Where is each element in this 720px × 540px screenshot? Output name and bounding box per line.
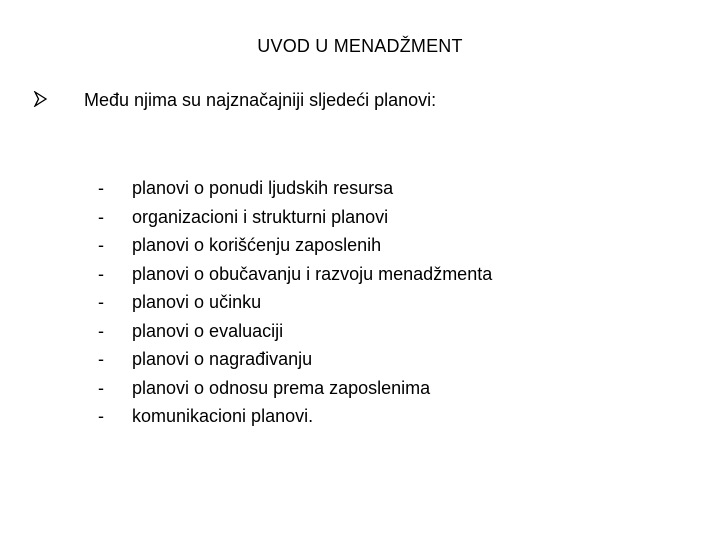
slide-title: UVOD U MENADŽMENT xyxy=(257,36,463,56)
list-item-text: planovi o evaluaciji xyxy=(132,320,284,341)
list-item xyxy=(98,261,658,290)
dash-marker: - xyxy=(98,235,104,255)
list-item xyxy=(98,204,658,233)
dash-marker: - xyxy=(98,320,104,341)
dash-marker: - xyxy=(98,349,104,369)
dash-marker: - xyxy=(98,263,104,284)
list-item xyxy=(98,318,658,347)
list-item-text: planovi o obučavanju i razvoju menadžmenta xyxy=(132,263,493,284)
list-item xyxy=(98,346,658,375)
list-item-text: komunikacioni planovi. xyxy=(132,406,314,426)
dash-marker: - xyxy=(98,178,104,198)
list-item xyxy=(98,375,658,404)
list-item-text: planovi o odnosu prema zaposlenima xyxy=(132,377,431,398)
list-item xyxy=(98,289,658,318)
dash-marker: - xyxy=(98,292,104,312)
list-item-text: planovi o učinku xyxy=(132,292,262,312)
dash-marker: - xyxy=(98,377,104,398)
main-bullet xyxy=(32,88,692,114)
list-item-text: planovi o nagrađivanju xyxy=(132,349,313,369)
arrowhead-bullet-icon xyxy=(32,91,48,107)
list-item xyxy=(98,175,658,204)
list-item xyxy=(98,403,658,432)
list-item-text: planovi o korišćenju zaposlenih xyxy=(132,235,382,255)
main-bullet-text: Među njima su najznačajniji sljedeći planovi: xyxy=(84,90,437,110)
dash-marker: - xyxy=(98,206,104,227)
dash-marker: - xyxy=(98,406,104,426)
list-item-text: organizacioni i strukturni planovi xyxy=(132,206,389,227)
plans-list xyxy=(98,175,658,432)
list-item xyxy=(98,232,658,261)
list-item-text: planovi o ponudi ljudskih resursa xyxy=(132,178,394,198)
